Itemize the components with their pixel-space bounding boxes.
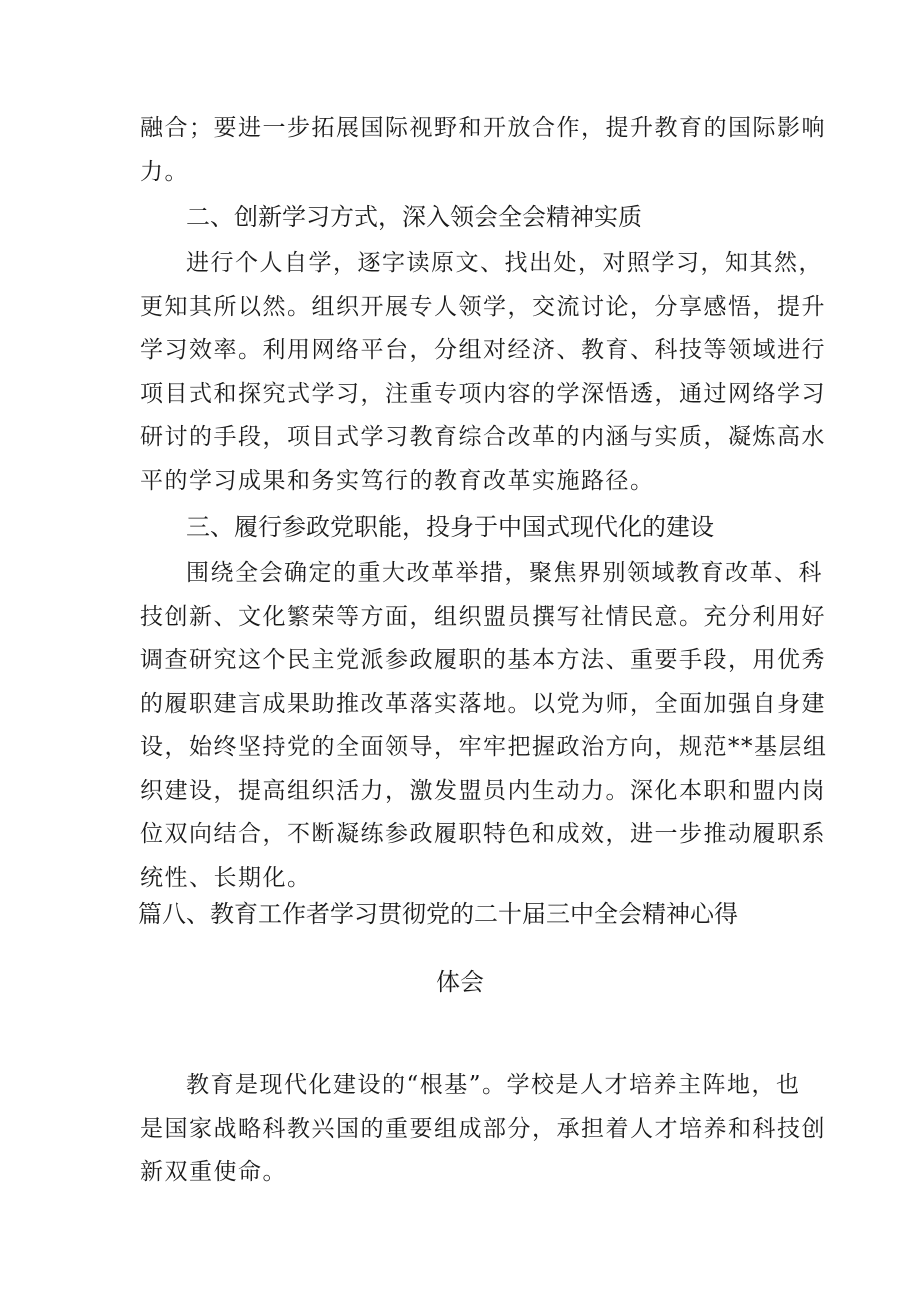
paragraph-line: 研讨的手段，项目式学习教育综合改革的内涵与实质，凝炼高水 xyxy=(140,424,826,450)
paragraph-line: 更知其所以然。组织开展专人领学，交流讨论，分享感悟，提升 xyxy=(140,293,826,320)
paragraph-line: 学习效率。利用网络平台，分组对经济、教育、科技等领域进行 xyxy=(140,337,826,363)
paragraph-line: 力。 xyxy=(140,158,189,185)
paragraph-line: 项目式和探究式学习，注重专项内容的学深悟透，通过网络学习 xyxy=(140,380,826,407)
paragraph-line: 技创新、文化繁荣等方面，组织盟员撰写社情民意。充分利用好 xyxy=(140,603,826,630)
article-8-paragraph xyxy=(140,1064,826,1195)
section-heading-2: 二、创新学习方式，深入领会全会精神实质 xyxy=(186,203,642,231)
article-title-line-2: 体会 xyxy=(436,968,484,996)
paragraph-line: 织建设，提高组织活力，激发盟员内生动力。深化本职和盟内岗 xyxy=(140,777,826,804)
paragraph-line: 平的学习成果和务实笃行的教育改革实施路径。 xyxy=(140,467,655,494)
paragraph-line: 的履职建言成果助推改革落实落地。以党为师，全面加强自身建 xyxy=(140,690,826,717)
paragraph-line: 围绕全会确定的重大改革举措，聚焦界别领域教育改革、科 xyxy=(186,560,823,586)
paragraph-line: 进行个人自学，逐字读原文、找出处，对照学习，知其然， xyxy=(186,250,823,276)
paragraph-line: 设，始终坚持党的全面领导，牢牢把握政治方向，规范**基层组 xyxy=(140,734,828,760)
section-3-paragraph xyxy=(140,552,828,900)
paragraph-line: 新双重使命。 xyxy=(140,1159,287,1185)
paragraph-line: 统性、长期化。 xyxy=(140,864,312,891)
section-heading-3: 三、履行参政党职能，投身于中国式现代化的建设 xyxy=(186,513,714,541)
article-title-line-1: 篇八、教育工作者学习贯彻党的二十届三中全会精神心得 xyxy=(138,900,738,928)
paragraph-line: 位双向结合，不断凝练参政履职特色和成效，进一步推动履职系 xyxy=(140,821,826,847)
paragraph-line: 教育是现代化建设的“根基”。学校是人才培养主阵地，也 xyxy=(186,1072,801,1098)
section-2-paragraph xyxy=(140,242,826,503)
continuation-paragraph xyxy=(140,107,826,194)
paragraph-line: 融合；要进一步拓展国际视野和开放合作，提升教育的国际影响 xyxy=(140,115,826,141)
paragraph-line: 是国家战略科教兴国的重要组成部分，承担着人才培养和科技创 xyxy=(140,1115,826,1142)
paragraph-line: 调查研究这个民主党派参政履职的基本方法、重要手段，用优秀 xyxy=(140,647,826,673)
